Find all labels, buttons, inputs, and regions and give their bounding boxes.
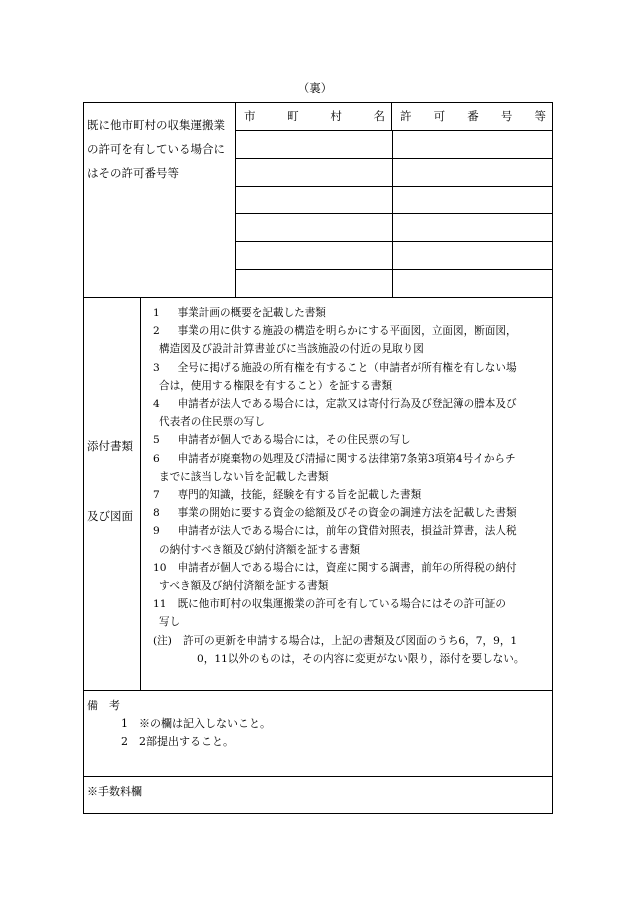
attachment-item-line: [153, 359, 546, 377]
municipality-cell[interactable]: [236, 187, 393, 214]
header-char: 番: [467, 109, 479, 124]
municipality-cell[interactable]: [236, 131, 393, 158]
attachments-label: [84, 298, 141, 690]
table-row: [236, 159, 552, 187]
form-frame: [83, 102, 553, 814]
attachment-item-number: 9: [153, 525, 160, 538]
attachment-item-number: 2: [153, 325, 160, 338]
other-permit-label-line: はその許可番号等: [87, 166, 179, 180]
other-permit-section: [84, 103, 552, 298]
attachments-list: [141, 298, 552, 690]
municipality-cell[interactable]: [236, 159, 393, 186]
remarks-title: 備 考: [87, 699, 120, 712]
attachment-item-text: 申請者が個人である場合には，その住民票の写し: [177, 434, 411, 447]
attachment-item-number: 1: [153, 307, 160, 319]
attachment-item-text: 事業の用に供する施設の構造を明らかにする平面図，立面図，断面図，: [177, 325, 517, 338]
permit-number-cell[interactable]: [393, 131, 552, 158]
table-row: [236, 242, 552, 270]
attachment-item-text: 事業の開始に要する資金の総額及びその資金の調達方法を記載した書類: [177, 507, 517, 520]
attachment-item-line: [153, 595, 546, 613]
permit-number-header: [392, 103, 552, 130]
attachment-item-line: [153, 613, 546, 631]
municipality-cell[interactable]: [236, 214, 393, 241]
note-line: 許可の更新を申請する場合は，上記の書類及び図面のうち6，7，9，1: [183, 634, 518, 647]
attachment-item-line: [153, 559, 546, 577]
attachment-item-text: 専門的知識，技能，経験を有する旨を記載した書類: [177, 489, 422, 502]
attachment-item-number: 4: [153, 398, 160, 411]
attachments-label-line: 添付書類: [87, 439, 133, 453]
attachment-item-line: [153, 522, 546, 540]
attachment-item-number: 7: [153, 489, 160, 502]
header-char: 市: [244, 109, 256, 124]
attachment-item-text: までに該当しない旨を記載した書類: [159, 470, 329, 483]
attachment-item-number: 3: [153, 361, 160, 374]
header-char: 村: [330, 109, 342, 124]
attachment-item-line: [153, 304, 546, 322]
attachment-item-line: [153, 413, 546, 431]
header-char: 町: [287, 109, 299, 124]
attachment-item-line: [153, 395, 546, 413]
attachments-label-line: 及び図面: [87, 509, 133, 523]
table-row: [236, 187, 552, 215]
attachment-item-line: [153, 577, 546, 595]
attachment-item-line: [153, 468, 546, 486]
permit-number-cell[interactable]: [393, 270, 552, 297]
attachment-item-text: 代表者の住民票の写し: [159, 416, 265, 429]
municipality-cell[interactable]: [236, 270, 393, 297]
attachment-item-text: 構造図及び設計計算書並びに当該施設の付近の見取り図: [159, 343, 424, 356]
attachment-item-number: 8: [153, 507, 160, 520]
attachment-item-text: 申請者が法人である場合には，前年の貸借対照表，損益計算書，法人税: [177, 525, 517, 538]
attachment-item-text: の納付すべき額及び納付済額を証する書類: [159, 543, 361, 556]
attachment-item-line: [153, 504, 546, 522]
other-permit-label-line: 既に他市町村の収集運搬業: [87, 118, 225, 132]
header-char: 許: [400, 109, 412, 124]
attachment-item-text: 既に他市町村の収集運搬業の許可を有している場合にはその許可証の: [177, 598, 506, 611]
header-row: [236, 103, 552, 131]
header-char: 等: [534, 109, 546, 124]
remark-text: ※の欄は記入しないこと。: [139, 717, 271, 730]
attachment-item-text: 写し: [159, 616, 181, 629]
table-row: [236, 270, 552, 297]
note-body: [183, 632, 524, 668]
permit-number-cell[interactable]: [393, 242, 552, 269]
other-permit-label: [84, 103, 236, 297]
attachments-section: [84, 298, 552, 691]
attachment-item-text: 申請者が法人である場合には，定款又は寄付行為及び登記簿の謄本及び: [177, 398, 517, 411]
remark-item: [87, 733, 552, 751]
municipality-cell[interactable]: [236, 242, 393, 269]
table-row: [236, 131, 552, 159]
attachment-item-line: [153, 431, 546, 449]
table-row: [236, 214, 552, 242]
attachment-item-text: 申請者が個人である場合には，資産に関する調書，前年の所得税の納付: [177, 561, 517, 574]
attachment-note: [153, 632, 546, 668]
header-char: 名: [373, 109, 385, 124]
fee-label: ※手数料欄: [87, 785, 142, 798]
permit-number-cell[interactable]: [393, 159, 552, 186]
attachment-item-line: [153, 541, 546, 559]
municipality-header: [236, 103, 392, 130]
header-char: 可: [433, 109, 446, 124]
note-label: (注): [153, 634, 172, 647]
attachment-item-line: [153, 377, 546, 395]
remarks-section: [84, 691, 552, 777]
attachment-item-line: [153, 486, 546, 504]
page-side-label: （裏）: [297, 81, 333, 95]
attachment-item-number: 11: [153, 598, 167, 611]
other-permit-label-line: の許可を有している場合に: [87, 142, 225, 156]
permit-number-cell[interactable]: [393, 187, 552, 214]
permit-number-cell[interactable]: [393, 214, 552, 241]
attachment-item-text: 申請者が廃棄物の処理及び清掃に関する法律第7条第3項第4号イからチ: [177, 452, 516, 465]
fee-section[interactable]: [84, 777, 552, 813]
other-permit-table: [236, 103, 552, 297]
remark-item: [87, 715, 552, 733]
remark-number: 2: [121, 735, 128, 748]
attachment-item-number: 5: [153, 434, 160, 447]
attachment-item-number: 6: [153, 452, 160, 465]
attachment-item-text: すべき額及び納付済額を証する書類: [159, 580, 329, 593]
header-char: 号: [500, 109, 513, 124]
attachment-item-line: [153, 322, 546, 340]
attachment-item-text: 事業計画の概要を記載した書類: [177, 307, 326, 319]
attachment-item-number: 10: [153, 561, 167, 574]
attachment-item-text: 全号に掲げる施設の所有権を有すること（申請者が所有権を有しない場: [177, 361, 517, 374]
attachment-item-line: [153, 340, 546, 358]
attachment-item-text: 合は，使用する権限を有すること）を証する書類: [159, 379, 393, 392]
remark-text: 2部提出すること。: [139, 735, 234, 748]
remark-number: 1: [121, 717, 128, 730]
note-line: 0，11以外のものは，その内容に変更がない限り，添付を要しない。: [197, 652, 525, 665]
attachment-item-line: [153, 450, 546, 468]
